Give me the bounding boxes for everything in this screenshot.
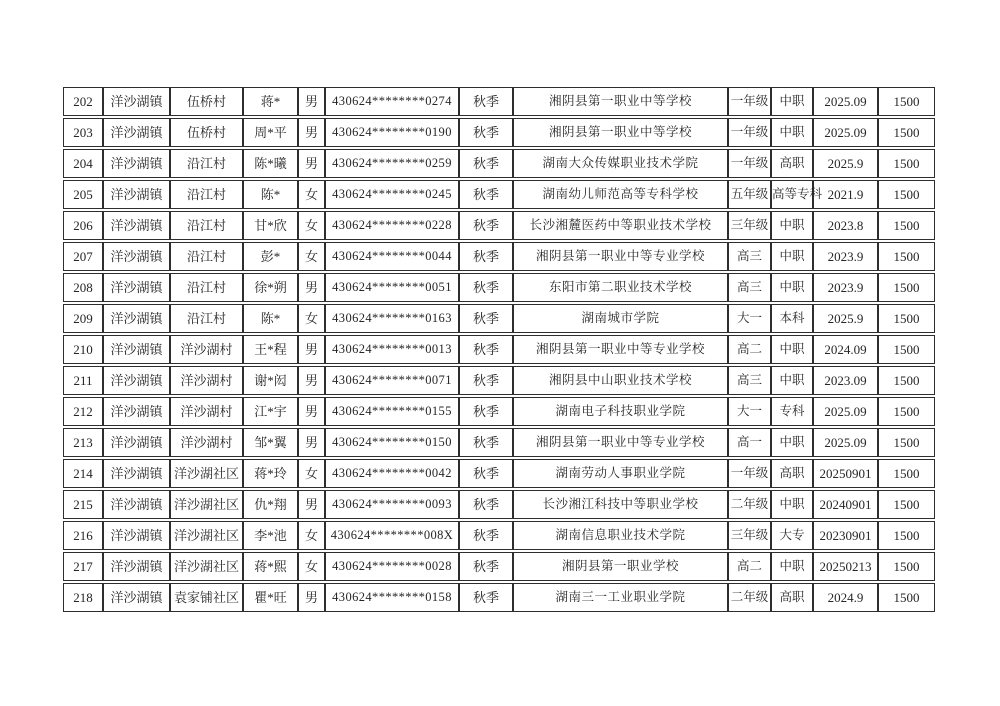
cell-name: 仇*翔 xyxy=(243,490,298,519)
cell-id: 430624********0228 xyxy=(325,211,459,240)
cell-grade: 高三 xyxy=(728,366,771,395)
cell-town: 洋沙湖镇 xyxy=(103,87,170,116)
table-row xyxy=(63,397,935,426)
cell-semester: 秋季 xyxy=(459,521,513,550)
cell-village: 洋沙湖村 xyxy=(170,428,243,457)
cell-gender: 女 xyxy=(298,521,325,550)
cell-enroll_date: 2021.9 xyxy=(813,180,878,209)
cell-amount: 1500 xyxy=(878,149,935,178)
cell-grade: 高三 xyxy=(728,273,771,302)
cell-school: 长沙湘江科技中等职业学校 xyxy=(513,490,728,519)
cell-semester: 秋季 xyxy=(459,180,513,209)
cell-level: 专科 xyxy=(771,397,813,426)
cell-amount: 1500 xyxy=(878,521,935,550)
cell-village: 洋沙湖社区 xyxy=(170,490,243,519)
cell-name: 蒋*玲 xyxy=(243,459,298,488)
cell-semester: 秋季 xyxy=(459,149,513,178)
cell-no: 215 xyxy=(63,490,103,519)
cell-enroll_date: 20250901 xyxy=(813,459,878,488)
cell-town: 洋沙湖镇 xyxy=(103,149,170,178)
cell-id: 430624********0155 xyxy=(325,397,459,426)
cell-school: 湘阴县第一职业中等专业学校 xyxy=(513,335,728,364)
cell-level: 本科 xyxy=(771,304,813,333)
cell-name: 蒋*熙 xyxy=(243,552,298,581)
cell-name: 彭* xyxy=(243,242,298,271)
cell-no: 214 xyxy=(63,459,103,488)
cell-amount: 1500 xyxy=(878,118,935,147)
cell-village: 洋沙湖社区 xyxy=(170,521,243,550)
cell-enroll_date: 20250213 xyxy=(813,552,878,581)
cell-town: 洋沙湖镇 xyxy=(103,490,170,519)
cell-id: 430624********0190 xyxy=(325,118,459,147)
cell-village: 洋沙湖社区 xyxy=(170,552,243,581)
cell-school: 东阳市第二职业技术学校 xyxy=(513,273,728,302)
cell-level: 中职 xyxy=(771,211,813,240)
cell-enroll_date: 2025.09 xyxy=(813,87,878,116)
cell-gender: 男 xyxy=(298,335,325,364)
cell-village: 伍桥村 xyxy=(170,87,243,116)
cell-grade: 一年级 xyxy=(728,118,771,147)
cell-town: 洋沙湖镇 xyxy=(103,118,170,147)
cell-id: 430624********0245 xyxy=(325,180,459,209)
cell-school: 湖南城市学院 xyxy=(513,304,728,333)
cell-village: 洋沙湖村 xyxy=(170,397,243,426)
cell-level: 中职 xyxy=(771,118,813,147)
cell-grade: 五年级 xyxy=(728,180,771,209)
cell-semester: 秋季 xyxy=(459,211,513,240)
cell-semester: 秋季 xyxy=(459,242,513,271)
table-row xyxy=(63,118,935,147)
cell-town: 洋沙湖镇 xyxy=(103,304,170,333)
cell-grade: 一年级 xyxy=(728,87,771,116)
table-row xyxy=(63,304,935,333)
cell-level: 中职 xyxy=(771,87,813,116)
cell-village: 沿江村 xyxy=(170,149,243,178)
cell-school: 湖南幼儿师范高等专科学校 xyxy=(513,180,728,209)
cell-enroll_date: 2023.09 xyxy=(813,366,878,395)
table-row xyxy=(63,459,935,488)
cell-grade: 大一 xyxy=(728,397,771,426)
cell-no: 205 xyxy=(63,180,103,209)
cell-school: 湖南信息职业技术学院 xyxy=(513,521,728,550)
cell-no: 203 xyxy=(63,118,103,147)
cell-gender: 男 xyxy=(298,397,325,426)
cell-gender: 男 xyxy=(298,273,325,302)
table-row xyxy=(63,428,935,457)
cell-semester: 秋季 xyxy=(459,118,513,147)
cell-level: 高职 xyxy=(771,459,813,488)
cell-level: 高职 xyxy=(771,583,813,612)
cell-no: 204 xyxy=(63,149,103,178)
cell-amount: 1500 xyxy=(878,490,935,519)
cell-town: 洋沙湖镇 xyxy=(103,242,170,271)
cell-gender: 女 xyxy=(298,180,325,209)
cell-town: 洋沙湖镇 xyxy=(103,180,170,209)
cell-semester: 秋季 xyxy=(459,428,513,457)
cell-school: 湘阴县第一职业中等专业学校 xyxy=(513,242,728,271)
table-row xyxy=(63,490,935,519)
cell-amount: 1500 xyxy=(878,366,935,395)
table-row xyxy=(63,583,935,612)
cell-enroll_date: 2024.09 xyxy=(813,335,878,364)
table-row xyxy=(63,180,935,209)
cell-village: 伍桥村 xyxy=(170,118,243,147)
cell-village: 洋沙湖村 xyxy=(170,335,243,364)
cell-name: 甘*欣 xyxy=(243,211,298,240)
cell-amount: 1500 xyxy=(878,459,935,488)
table-row xyxy=(63,366,935,395)
cell-enroll_date: 2023.9 xyxy=(813,273,878,302)
cell-semester: 秋季 xyxy=(459,304,513,333)
cell-no: 207 xyxy=(63,242,103,271)
cell-amount: 1500 xyxy=(878,242,935,271)
cell-gender: 女 xyxy=(298,459,325,488)
cell-amount: 1500 xyxy=(878,304,935,333)
cell-amount: 1500 xyxy=(878,273,935,302)
cell-semester: 秋季 xyxy=(459,335,513,364)
cell-level: 中职 xyxy=(771,428,813,457)
cell-id: 430624********0071 xyxy=(325,366,459,395)
cell-school: 湘阴县第一职业中等专业学校 xyxy=(513,428,728,457)
cell-name: 徐*朔 xyxy=(243,273,298,302)
cell-village: 沿江村 xyxy=(170,242,243,271)
table-row xyxy=(63,273,935,302)
cell-town: 洋沙湖镇 xyxy=(103,397,170,426)
cell-town: 洋沙湖镇 xyxy=(103,583,170,612)
cell-no: 218 xyxy=(63,583,103,612)
cell-grade: 高二 xyxy=(728,552,771,581)
cell-amount: 1500 xyxy=(878,335,935,364)
cell-level: 中职 xyxy=(771,366,813,395)
cell-town: 洋沙湖镇 xyxy=(103,552,170,581)
cell-grade: 大一 xyxy=(728,304,771,333)
cell-amount: 1500 xyxy=(878,583,935,612)
cell-id: 430624********0051 xyxy=(325,273,459,302)
cell-level: 中职 xyxy=(771,273,813,302)
cell-level: 高职 xyxy=(771,149,813,178)
cell-semester: 秋季 xyxy=(459,87,513,116)
cell-grade: 高一 xyxy=(728,428,771,457)
table-row xyxy=(63,242,935,271)
cell-town: 洋沙湖镇 xyxy=(103,335,170,364)
cell-name: 蒋* xyxy=(243,87,298,116)
cell-enroll_date: 2025.9 xyxy=(813,149,878,178)
table-row xyxy=(63,149,935,178)
cell-village: 洋沙湖社区 xyxy=(170,459,243,488)
cell-gender: 男 xyxy=(298,428,325,457)
cell-level: 大专 xyxy=(771,521,813,550)
cell-village: 沿江村 xyxy=(170,304,243,333)
cell-amount: 1500 xyxy=(878,397,935,426)
cell-semester: 秋季 xyxy=(459,366,513,395)
cell-school: 湖南大众传媒职业技术学院 xyxy=(513,149,728,178)
cell-gender: 女 xyxy=(298,552,325,581)
cell-village: 沿江村 xyxy=(170,211,243,240)
cell-semester: 秋季 xyxy=(459,552,513,581)
cell-id: 430624********0013 xyxy=(325,335,459,364)
cell-name: 陈*曦 xyxy=(243,149,298,178)
cell-school: 湖南三一工业职业学院 xyxy=(513,583,728,612)
cell-town: 洋沙湖镇 xyxy=(103,459,170,488)
cell-name: 谢*闳 xyxy=(243,366,298,395)
cell-grade: 二年级 xyxy=(728,490,771,519)
cell-school: 湘阴县第一职业学校 xyxy=(513,552,728,581)
cell-id: 430624********0044 xyxy=(325,242,459,271)
cell-school: 湘阴县第一职业中等学校 xyxy=(513,87,728,116)
cell-name: 王*程 xyxy=(243,335,298,364)
cell-amount: 1500 xyxy=(878,552,935,581)
cell-gender: 男 xyxy=(298,366,325,395)
cell-level: 中职 xyxy=(771,335,813,364)
cell-id: 430624********0042 xyxy=(325,459,459,488)
cell-amount: 1500 xyxy=(878,211,935,240)
cell-enroll_date: 2025.9 xyxy=(813,304,878,333)
cell-gender: 男 xyxy=(298,118,325,147)
cell-id: 430624********0274 xyxy=(325,87,459,116)
cell-grade: 一年级 xyxy=(728,149,771,178)
cell-town: 洋沙湖镇 xyxy=(103,211,170,240)
table-row xyxy=(63,521,935,550)
cell-town: 洋沙湖镇 xyxy=(103,428,170,457)
cell-enroll_date: 2025.09 xyxy=(813,397,878,426)
cell-id: 430624********008X xyxy=(325,521,459,550)
cell-grade: 二年级 xyxy=(728,583,771,612)
cell-id: 430624********0259 xyxy=(325,149,459,178)
cell-grade: 三年级 xyxy=(728,521,771,550)
cell-grade: 高二 xyxy=(728,335,771,364)
cell-enroll_date: 2025.09 xyxy=(813,428,878,457)
cell-town: 洋沙湖镇 xyxy=(103,521,170,550)
cell-name: 邹*翼 xyxy=(243,428,298,457)
table-row xyxy=(63,552,935,581)
cell-enroll_date: 20240901 xyxy=(813,490,878,519)
cell-level: 高等专科 xyxy=(771,180,813,209)
cell-semester: 秋季 xyxy=(459,583,513,612)
cell-name: 李*池 xyxy=(243,521,298,550)
cell-id: 430624********0158 xyxy=(325,583,459,612)
roster-table-body xyxy=(63,87,935,612)
cell-id: 430624********0163 xyxy=(325,304,459,333)
cell-semester: 秋季 xyxy=(459,397,513,426)
cell-semester: 秋季 xyxy=(459,490,513,519)
cell-no: 208 xyxy=(63,273,103,302)
cell-no: 209 xyxy=(63,304,103,333)
cell-village: 沿江村 xyxy=(170,180,243,209)
cell-village: 洋沙湖村 xyxy=(170,366,243,395)
cell-school: 湖南电子科技职业学院 xyxy=(513,397,728,426)
cell-school: 湖南劳动人事职业学院 xyxy=(513,459,728,488)
cell-id: 430624********0150 xyxy=(325,428,459,457)
cell-town: 洋沙湖镇 xyxy=(103,273,170,302)
cell-school: 湘阴县中山职业技术学校 xyxy=(513,366,728,395)
cell-no: 210 xyxy=(63,335,103,364)
cell-amount: 1500 xyxy=(878,180,935,209)
cell-gender: 男 xyxy=(298,149,325,178)
cell-enroll_date: 20230901 xyxy=(813,521,878,550)
cell-enroll_date: 2025.09 xyxy=(813,118,878,147)
cell-no: 202 xyxy=(63,87,103,116)
cell-id: 430624********0093 xyxy=(325,490,459,519)
cell-school: 湘阴县第一职业中等学校 xyxy=(513,118,728,147)
cell-name: 陈* xyxy=(243,304,298,333)
cell-enroll_date: 2024.9 xyxy=(813,583,878,612)
cell-level: 中职 xyxy=(771,490,813,519)
table-row xyxy=(63,335,935,364)
cell-id: 430624********0028 xyxy=(325,552,459,581)
cell-town: 洋沙湖镇 xyxy=(103,366,170,395)
cell-level: 中职 xyxy=(771,242,813,271)
cell-grade: 一年级 xyxy=(728,459,771,488)
cell-gender: 男 xyxy=(298,490,325,519)
cell-no: 217 xyxy=(63,552,103,581)
cell-amount: 1500 xyxy=(878,87,935,116)
cell-gender: 女 xyxy=(298,211,325,240)
cell-no: 213 xyxy=(63,428,103,457)
cell-grade: 三年级 xyxy=(728,211,771,240)
cell-name: 陈* xyxy=(243,180,298,209)
cell-name: 江*宇 xyxy=(243,397,298,426)
cell-enroll_date: 2023.9 xyxy=(813,242,878,271)
cell-no: 206 xyxy=(63,211,103,240)
cell-village: 袁家铺社区 xyxy=(170,583,243,612)
cell-school: 长沙湘麓医药中等职业技术学校 xyxy=(513,211,728,240)
cell-semester: 秋季 xyxy=(459,273,513,302)
cell-grade: 高三 xyxy=(728,242,771,271)
cell-name: 周*平 xyxy=(243,118,298,147)
table-row xyxy=(63,87,935,116)
cell-no: 211 xyxy=(63,366,103,395)
cell-enroll_date: 2023.8 xyxy=(813,211,878,240)
cell-no: 216 xyxy=(63,521,103,550)
cell-level: 中职 xyxy=(771,552,813,581)
cell-village: 沿江村 xyxy=(170,273,243,302)
cell-gender: 女 xyxy=(298,304,325,333)
cell-gender: 男 xyxy=(298,87,325,116)
cell-no: 212 xyxy=(63,397,103,426)
cell-gender: 女 xyxy=(298,242,325,271)
cell-amount: 1500 xyxy=(878,428,935,457)
cell-semester: 秋季 xyxy=(459,459,513,488)
table-row xyxy=(63,211,935,240)
roster-table xyxy=(63,85,935,614)
cell-name: 瞿*旺 xyxy=(243,583,298,612)
cell-gender: 男 xyxy=(298,583,325,612)
